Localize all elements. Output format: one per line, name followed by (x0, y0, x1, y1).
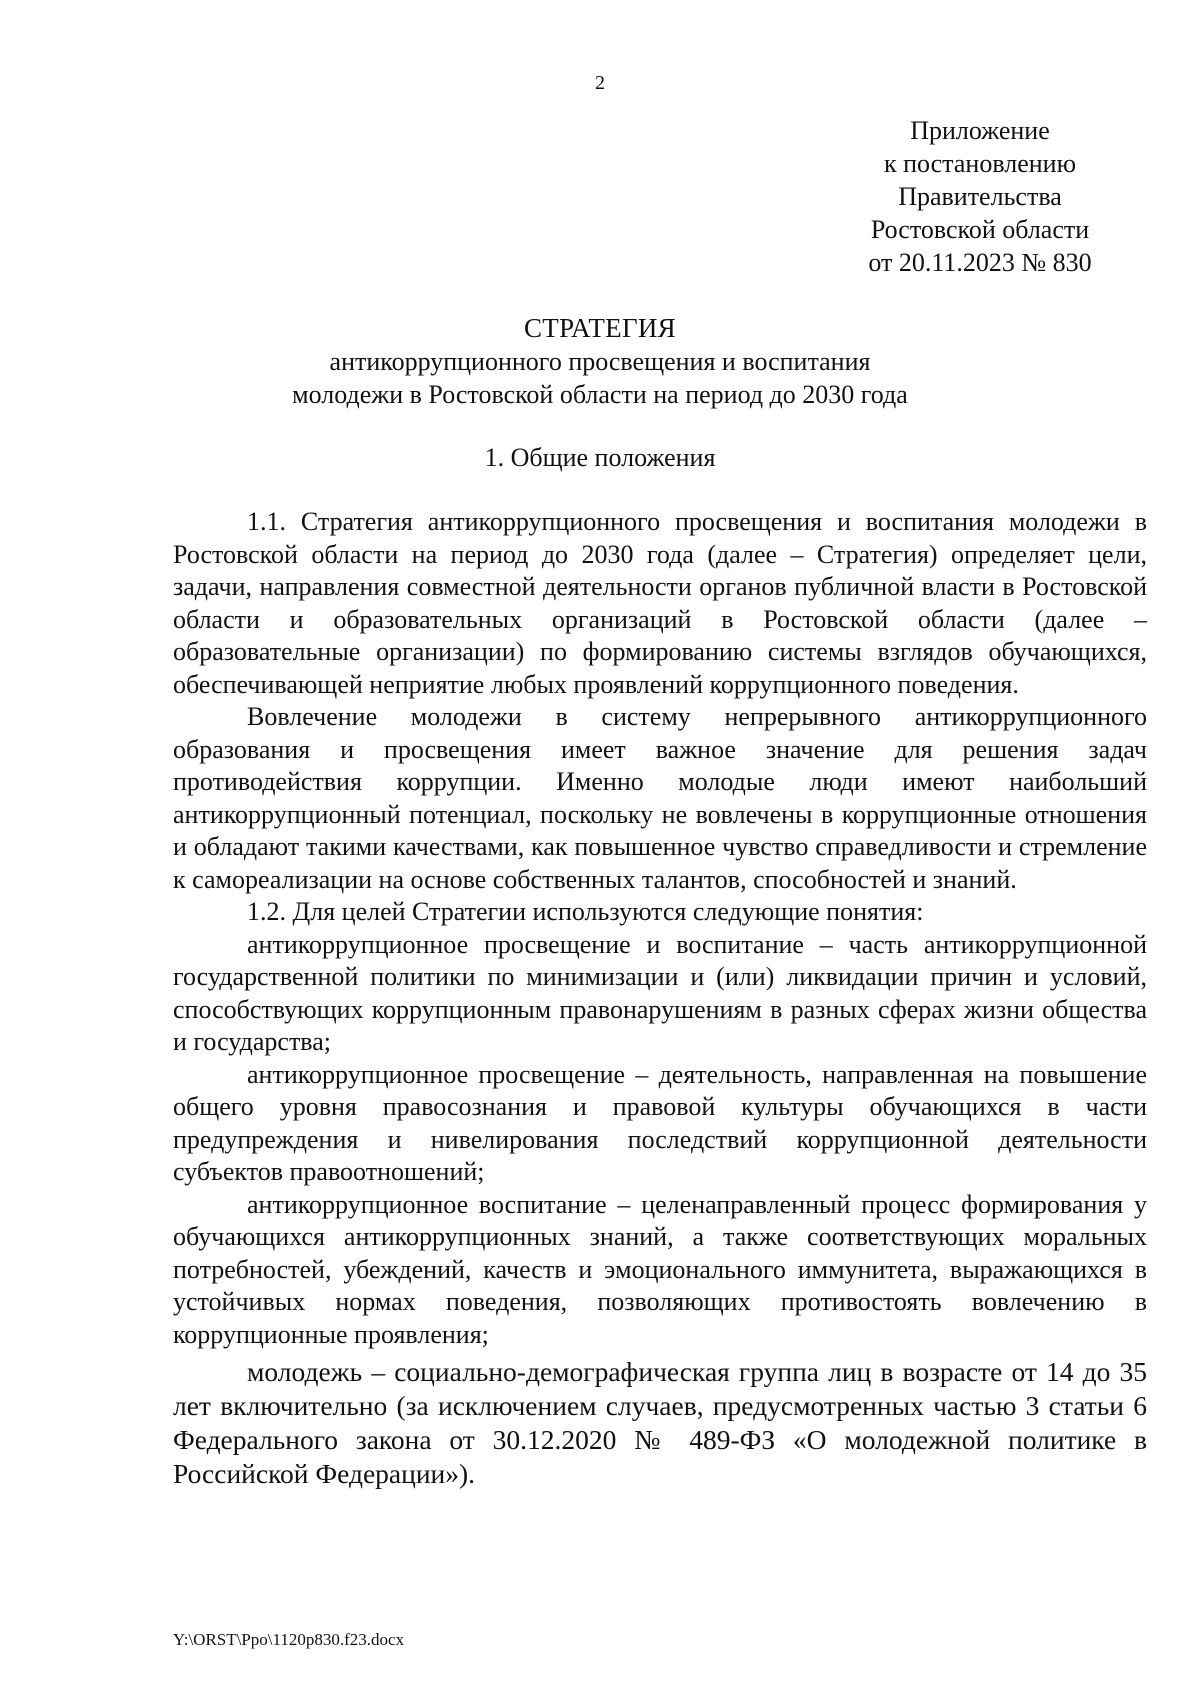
appendix-line: к постановлению (883, 149, 1077, 178)
appendix-line: Приложение (910, 116, 1050, 145)
title-line: антикоррупционного просвещения и воспитания (329, 347, 871, 376)
paragraph: 1.1. Стратегия антикоррупционного просвещения и воспитания молодежи в Ростовской области на период до 2030 года (далее – Стратегия) определяет цели, задачи, направления совместной деятельности органов публичной власти в Ростовской области и образовательных организаций в Ростовской области (далее – образовательные организации) по формированию системы взглядов обучающихся, обеспечивающей неприятие любых проявлений коррупционного поведения. (173, 507, 1147, 699)
appendix-line: Правительства (898, 182, 1062, 211)
paragraph: Вовлечение молодежи в систему непрерывного антикоррупционного образования и просвещения имеет важное значение для решения задач противодействия коррупции. Именно молодые люди имеют наибольший антикоррупционный потенциал, поскольку не вовлечены в коррупционные отношения и обладают такими качествами, как повышенное чувство справедливости и стремление к самореализации на основе собственных талантов, способностей и знаний. (173, 702, 1147, 894)
title-line: СТРАТЕГИЯ (524, 313, 676, 343)
page-number: 2 (595, 72, 605, 94)
paragraph: 1.2. Для целей Стратегии используются следующие понятия: (247, 897, 924, 926)
appendix-line: Ростовской области (870, 215, 1090, 244)
appendix-block (830, 114, 1130, 279)
title-line: молодежи в Ростовской области на период до 2030 года (292, 380, 908, 409)
appendix-line: от 20.11.2023 № 830 (868, 248, 1092, 277)
document-title (0, 312, 1200, 411)
document-body (173, 506, 1147, 1491)
section-heading: 1. Общие положения (484, 443, 716, 472)
footer-file-path: Y:\ORST\Ppo\1120p830.f23.docx (173, 1630, 405, 1649)
paragraph: антикоррупционное воспитание – целенаправленный процесс формирования у обучающихся антикоррупционных знаний, а также соответствующих моральных потребностей, убеждений, качеств и эмоционального иммунитета, выражающихся в устойчивых нормах поведения, позволяющих противостоять вовлечению в коррупционные проявления; (173, 1189, 1147, 1349)
paragraph: антикоррупционное просвещение и воспитание – часть антикоррупционной государственной политики по минимизации и (или) ликвидации причин и условий, способствующих коррупционным правонарушениям в разных сферах жизни общества и государства; (173, 929, 1147, 1056)
paragraph: антикоррупционное просвещение – деятельность, направленная на повышение общего уровня правосознания и правовой культуры обучающихся в части предупреждения и нивелирования последствий коррупционной деятельности субъектов правоотношений; (173, 1059, 1147, 1186)
paragraph: молодежь – социально-демографическая группа лиц в возрасте от 14 до 35 лет включительно (за исключением случаев, предусмотренных частью 3 статьи 6 Федерального закона от 30.12.2020 № 489-ФЗ «О молодежной политике в Российской Федерации»). (173, 1356, 1147, 1489)
